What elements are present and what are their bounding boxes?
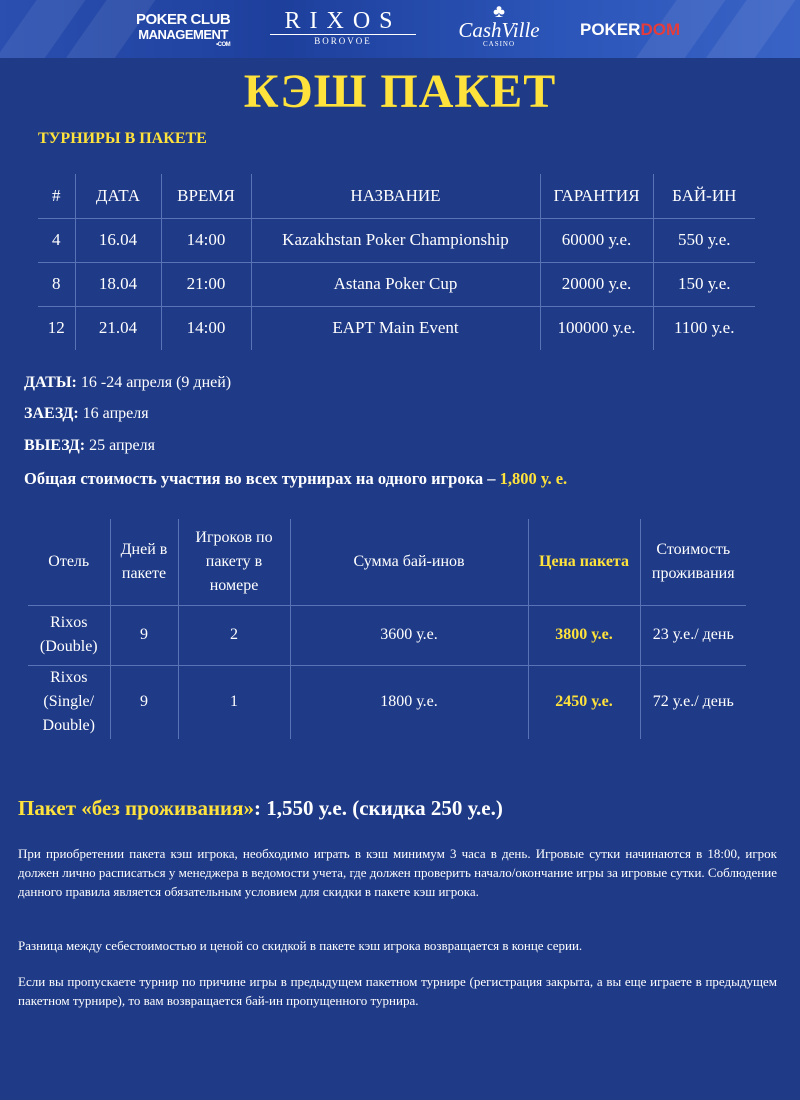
- table-cell: 9: [110, 665, 178, 739]
- column-header: Отель: [48, 552, 90, 570]
- total-cost-value: 1,800 у. е.: [499, 469, 568, 488]
- column-header: ГАРАНТИЯ: [540, 174, 653, 218]
- rules-paragraph: Разница между себестоимостью и ценой со скидкой в пакете кэш игрока возвращается в конце серии.: [18, 938, 583, 953]
- table-cell: 1800 у.е.: [290, 665, 528, 739]
- checkin-value: 16 апреля: [82, 405, 149, 422]
- pokerdom-logo: POKERDOM: [580, 20, 681, 39]
- table-header-row: [28, 519, 746, 605]
- column-header: Сумма бай-инов: [290, 519, 528, 605]
- checkout-value: 25 апреля: [89, 437, 155, 454]
- checkout-line: [24, 437, 155, 455]
- table-cell: 14:00: [161, 218, 251, 262]
- table-cell: 8: [38, 262, 75, 306]
- table-cell: 20000 у.е.: [540, 262, 653, 306]
- table-cell: 2: [178, 605, 290, 665]
- table-row: [28, 605, 746, 665]
- tournaments-table: [38, 174, 755, 350]
- table-cell: 4: [38, 218, 75, 262]
- dates-line: [24, 374, 231, 392]
- table-row: [38, 218, 755, 262]
- rixos-logo: RIXOS BOROVOE: [270, 8, 416, 46]
- column-header: #: [52, 185, 61, 205]
- table-row: [38, 306, 755, 350]
- column-header: Стоимость проживания: [640, 519, 746, 605]
- table-cell: 14:00: [161, 306, 251, 350]
- table-cell: 16.04: [75, 218, 161, 262]
- total-cost-text: Общая стоимость участия во всех турнирах на одного игрока –: [24, 469, 500, 488]
- dates-value: 16 -24 апреля (9 дней): [80, 374, 232, 391]
- table-cell: Rixos (Single/ Double): [28, 665, 110, 739]
- table-cell: 550 у.е.: [653, 218, 755, 262]
- table-cell: Rixos (Double): [28, 605, 110, 665]
- table-cell: 150 у.е.: [653, 262, 755, 306]
- poker-club-management-logo: POKER CLUB MANAGEMENT •COM: [136, 11, 231, 48]
- table-cell: Astana Poker Cup: [251, 262, 540, 306]
- page-title: КЭШ ПАКЕТ: [243, 65, 557, 118]
- no-living-value: : 1,550 у.е. (скидка 250 у.е.): [254, 796, 503, 820]
- column-header: ВРЕМЯ: [161, 174, 251, 218]
- no-living-label: Пакет «без проживания»: [18, 796, 255, 820]
- club-icon: ♣: [493, 1, 505, 21]
- rules-paragraph: При приобретении пакета кэш игрока, необходимо играть в кэш минимум 3 часа в день. Игровые сутки начинаются в 18:00, игрок должен лично расписаться у менеджера в ведомости учета, где должен проверить начало/окончание игры за игровые сутки. Соблюдение данного правила является обязательным условием для скидки в пакете кэш игрока.: [18, 846, 777, 899]
- table-cell: 3800 у.е.: [528, 605, 640, 665]
- no-living-package: [18, 796, 503, 821]
- checkin-label: ЗАЕЗД:: [24, 405, 79, 422]
- table-cell: 72 у.е./ день: [640, 665, 746, 739]
- column-header: Дней в пакете: [110, 519, 178, 605]
- table-cell: 100000 у.е.: [540, 306, 653, 350]
- table-cell: 2450 у.е.: [528, 665, 640, 739]
- cashville-logo: ♣ CashVille CASINO: [452, 2, 546, 48]
- column-header: БАЙ-ИН: [653, 174, 755, 218]
- table-cell: 23 у.е./ день: [640, 605, 746, 665]
- column-header: НАЗВАНИЕ: [251, 174, 540, 218]
- table-cell: 3600 у.е.: [290, 605, 528, 665]
- rules-paragraph: Если вы пропускаете турнир по причине игры в предыдущем пакетном турнире (регистрация закрыта, а вы еще играете в предыдущем пакетном турнире), то вам возвращается бай-ин пропущенного турнира.: [18, 974, 777, 1008]
- column-header: Игроков по пакету в номере: [178, 519, 290, 605]
- table-cell: EAPT Main Event: [251, 306, 540, 350]
- table-row: [38, 262, 755, 306]
- table-cell: Kazakhstan Poker Championship: [251, 218, 540, 262]
- checkout-label: ВЫЕЗД:: [24, 437, 86, 454]
- table-header-row: [38, 174, 755, 218]
- table-cell: 21.04: [75, 306, 161, 350]
- column-header: Цена пакета: [528, 519, 640, 605]
- table-cell: 1100 у.е.: [653, 306, 755, 350]
- checkin-line: [24, 405, 149, 423]
- table-cell: 18.04: [75, 262, 161, 306]
- header-banner: [0, 0, 800, 58]
- column-header: ДАТА: [75, 174, 161, 218]
- table-cell: 1: [178, 665, 290, 739]
- dates-label: ДАТЫ:: [24, 374, 77, 391]
- table-cell: 60000 у.е.: [540, 218, 653, 262]
- table-row: [28, 665, 746, 739]
- hotel-packages-table: [28, 519, 746, 739]
- total-cost-line: [24, 469, 567, 489]
- table-cell: 9: [110, 605, 178, 665]
- table-cell: 21:00: [161, 262, 251, 306]
- section-title-tournaments: ТУРНИРЫ В ПАКЕТЕ: [38, 130, 207, 147]
- table-cell: 12: [38, 306, 75, 350]
